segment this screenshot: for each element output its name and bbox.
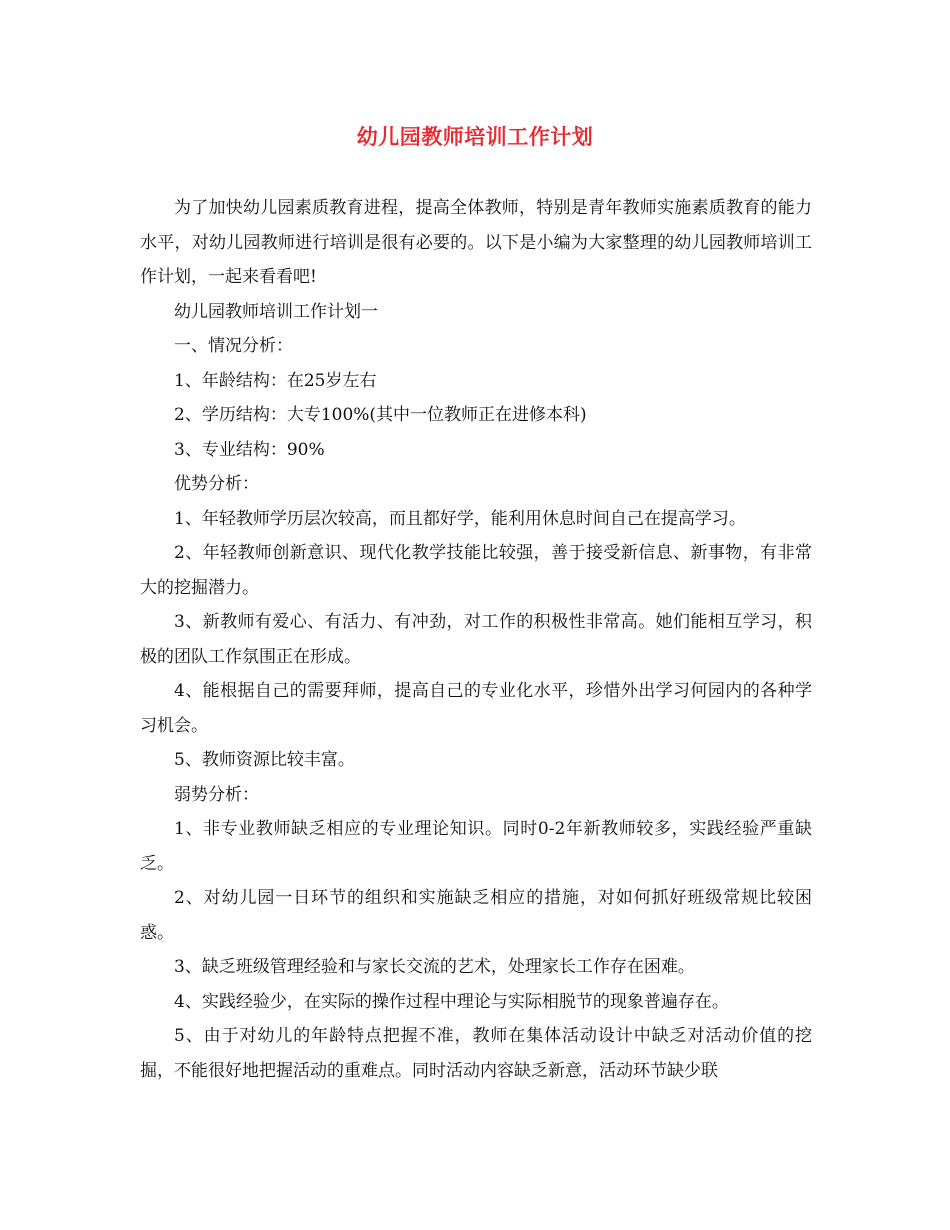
section-heading-plan-one: 幼儿园教师培训工作计划一 xyxy=(174,301,378,322)
section-heading-situation-analysis: 一、情况分析： xyxy=(174,336,293,356)
paragraph-weakness-5: 5、由于对幼儿的年龄特点把握不准，教师在集体活动设计中缺乏对活动价值的挖掘，不能很好地把握活动的重难点。同时活动内容缺乏新意，活动环节缺少联 xyxy=(140,1026,812,1081)
paragraph-strength-1: 1、年轻教师学历层次较高，而且都好学，能利用休息时间自己在提高学习。 xyxy=(174,508,746,529)
paragraph-weakness-2: 2、对幼儿园一日环节的组织和实施缺乏相应的措施，对如何抓好班级常规比较困惑。 xyxy=(140,888,812,943)
section-heading-weaknesses: 弱势分析： xyxy=(174,784,259,805)
paragraph-strength-5: 5、教师资源比较丰富。 xyxy=(174,750,355,770)
paragraph-strength-4: 4、能根据自己的需要拜师，提高自己的专业化水平，珍惜外出学习何园内的各种学习机会。 xyxy=(140,681,812,736)
paragraph-strength-2: 2、年轻教师创新意识、现代化教学技能比较强，善于接受新信息、新事物，有非常大的挖掘潜力。 xyxy=(140,543,812,598)
paragraph-weakness-4: 4、实践经验少，在实际的操作过程中理论与实际相脱节的现象普遍存在。 xyxy=(174,991,729,1012)
paragraph-intro: 为了加快幼儿园素质教育进程，提高全体教师，特别是青年教师实施素质教育的能力水平，对幼儿园教师进行培训是很有必要的。以下是小编为大家整理的幼儿园教师培训工作计划，一起来看看吧! xyxy=(140,198,812,287)
document-body xyxy=(140,191,812,1088)
paragraph-weakness-1: 1、非专业教师缺乏相应的专业理论知识。同时0-2年新教师较多，实践经验严重缺乏。 xyxy=(140,819,812,874)
paragraph-education-structure: 2、学历结构：大专100%(其中一位教师正在进修本科) xyxy=(174,405,587,425)
document-title: 幼儿园教师培训工作计划 xyxy=(356,124,594,149)
section-heading-strengths: 优势分析： xyxy=(174,474,259,494)
paragraph-weakness-3: 3、缺乏班级管理经验和与家长交流的艺术，处理家长工作存在困难。 xyxy=(174,957,695,977)
paragraph-strength-3: 3、新教师有爱心、有活力、有冲劲，对工作的积极性非常高。她们能相互学习，积极的团队工作氛围正在形成。 xyxy=(140,612,812,667)
paragraph-age-structure: 1、年龄结构：在25岁左右 xyxy=(174,370,377,391)
paragraph-major-structure: 3、专业结构：90% xyxy=(174,439,325,460)
